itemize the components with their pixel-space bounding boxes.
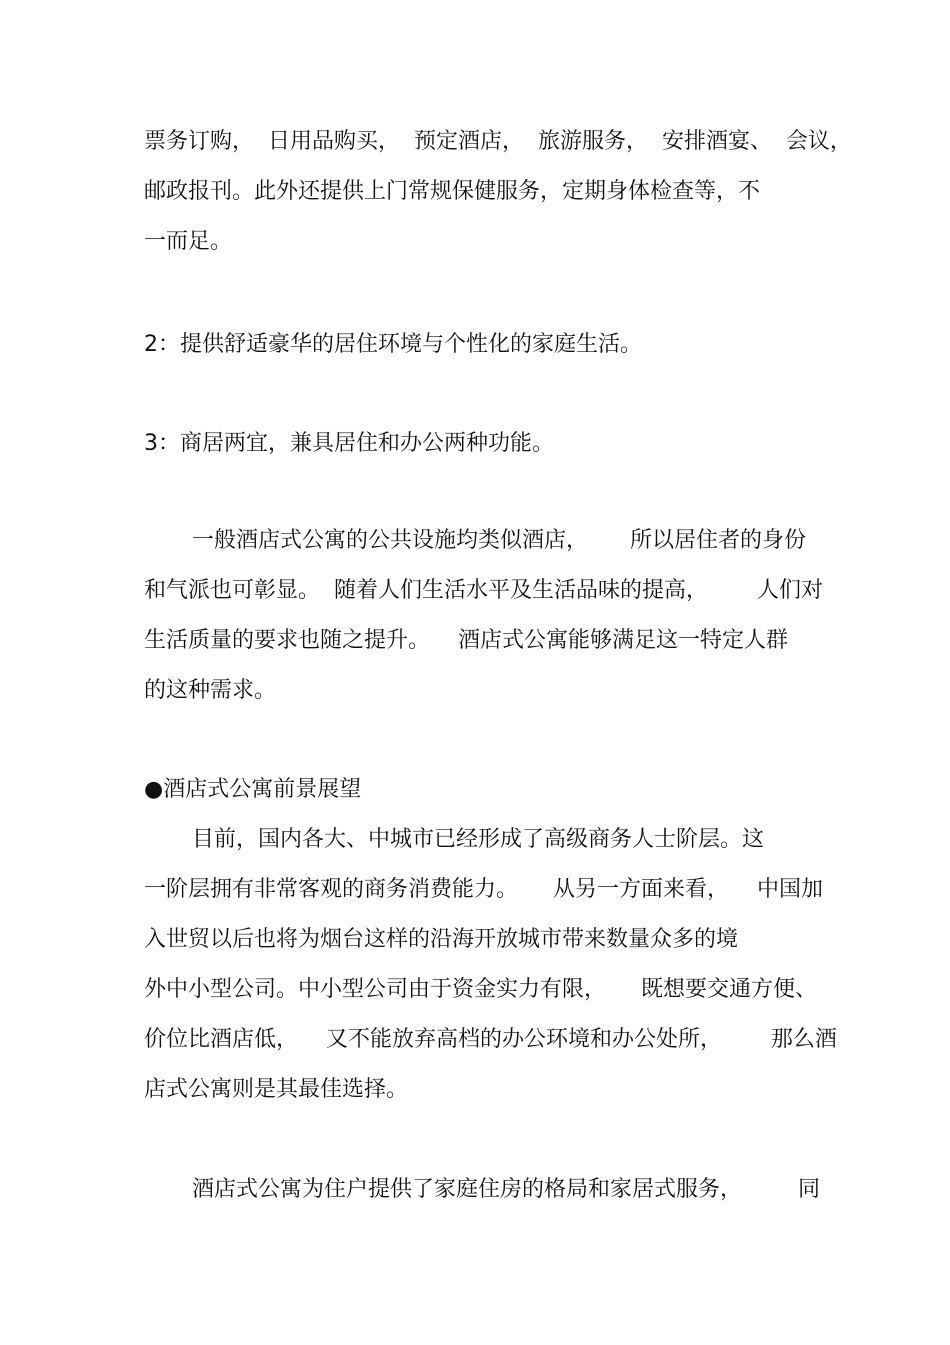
paragraph-line: 入世贸以后也将为烟台这样的沿海开放城市带来数量众多的境 <box>144 927 739 952</box>
paragraph-line: 外中小型公司。中小型公司由于资金实力有限， 既想要交通方便、 <box>144 977 817 1002</box>
paragraph-line: 一而足。 <box>144 229 233 254</box>
section-heading: ●酒店式公寓前景展望 <box>144 777 362 802</box>
paragraph-line: 目前，国内各大、中城市已经形成了高级商务人士阶层。这 <box>192 827 765 852</box>
paragraph-line: 和气派也可彰显。 随着人们生活水平及生活品味的提高， 人们对 <box>144 578 823 603</box>
paragraph-line: 一般酒店式公寓的公共设施均类似酒店， 所以居住者的身份 <box>192 528 806 553</box>
paragraph-line: 酒店式公寓为住户提供了家庭住房的格局和家居式服务， 同 <box>192 1177 820 1202</box>
paragraph-line: 生活质量的要求也随之提升。 酒店式公寓能够满足这一特定人群 <box>144 628 788 653</box>
paragraph-line: 一阶层拥有非常客观的商务消费能力。 从另一方面来看， 中国加 <box>144 877 823 902</box>
paragraph-line: 邮政报刊。此外还提供上门常规保健服务，定期身体检查等，不 <box>144 179 761 204</box>
paragraph-line: 票务订购， 日用品购买， 预定酒店， 旅游服务， 安排酒宴、 会议， <box>144 129 852 154</box>
paragraph-line: 的这种需求。 <box>144 678 277 703</box>
list-item-3: 3：商居两宜，兼具居住和办公两种功能。 <box>144 431 554 456</box>
paragraph-line: 价位比酒店低， 又不能放弃高档的办公环境和办公处所， 那么酒 <box>144 1027 837 1052</box>
paragraph-line: 店式公寓则是其最佳选择。 <box>144 1077 409 1102</box>
list-item-2: 2：提供舒适豪华的居住环境与个性化的家庭生活。 <box>144 332 642 357</box>
